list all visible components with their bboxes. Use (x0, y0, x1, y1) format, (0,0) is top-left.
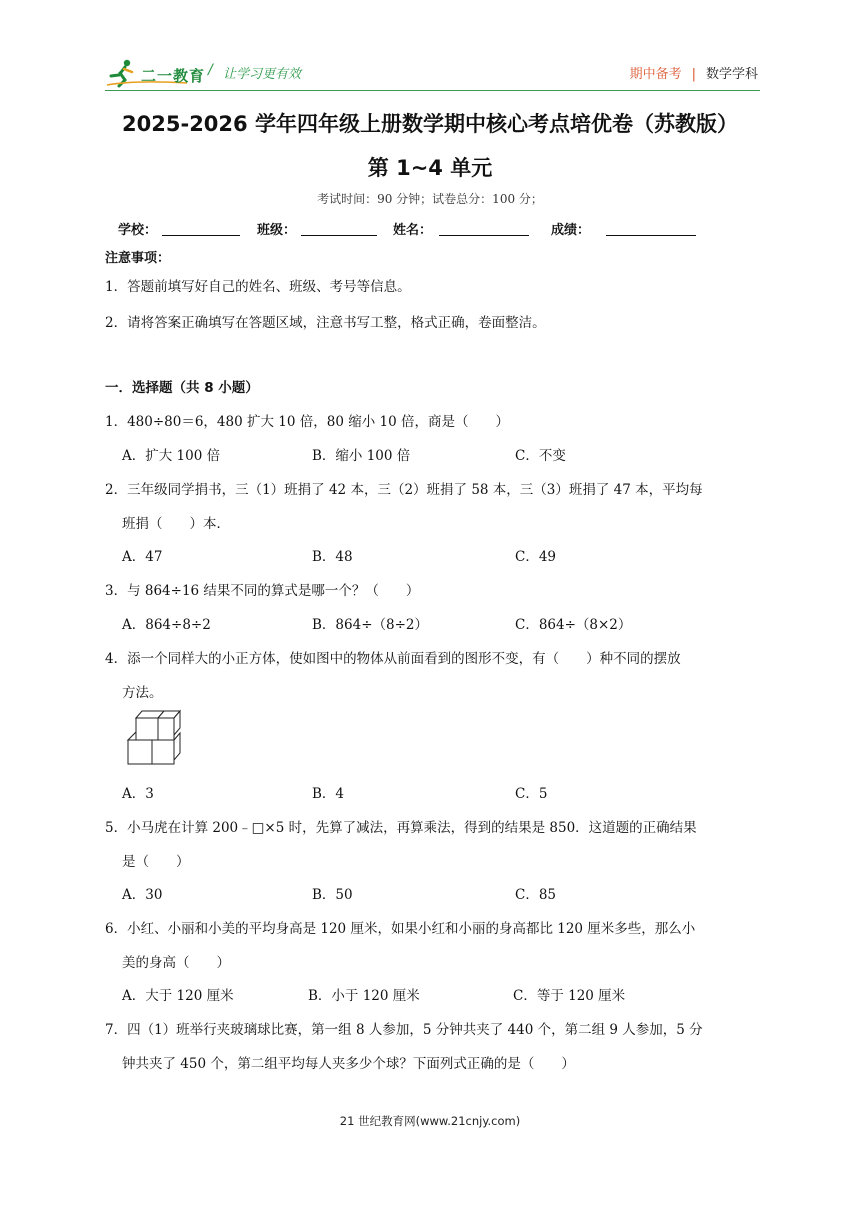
page-footer: 21 世纪教育网(www.21cnjy.com) (339, 1114, 521, 1128)
question-2-option-a[interactable]: A．47 (122, 549, 163, 565)
question-5-text-cont: 是（ ） (122, 854, 190, 870)
notice-heading: 注意事项： (105, 251, 171, 266)
stacked-cubes-figure (126, 708, 182, 770)
section-heading-count: 8 (204, 380, 214, 396)
question-5-option-b[interactable]: B．50 (312, 887, 353, 903)
question-4-option-b[interactable]: B．4 (312, 786, 345, 802)
page-subtitle: 第 1~4 单元 (367, 156, 493, 180)
section-heading-suffix: 小题） (213, 380, 259, 396)
notice-item: 1．答题前填写好自己的姓名、班级、考号等信息。 (105, 279, 411, 295)
header-divider (105, 90, 760, 91)
logo-text: 二一教育 (141, 67, 206, 85)
subject-label: 数学学科 (705, 67, 758, 82)
exam-tag: 期中备考 (629, 67, 682, 82)
question-5-text: 5．小马虎在计算 200﹣□×5 时，先算了减法，再算乘法，得到的结果是 850．这道题的正确结果 (105, 820, 697, 836)
name-label: 姓名： (393, 223, 433, 238)
question-4-option-c[interactable]: C．5 (515, 786, 548, 802)
question-1-text: 1．480÷80＝6，480 扩大 10 倍，80 缩小 10 倍，商是（ ） (105, 414, 509, 430)
name-blank[interactable] (439, 235, 529, 236)
question-1-option-a[interactable]: A．扩大 100 倍 (122, 448, 221, 464)
score-label: 成绩： (551, 223, 591, 238)
question-4-option-a[interactable]: A．3 (122, 786, 154, 802)
section-heading-prefix: 一．选择题（共 (105, 380, 205, 396)
question-6-text-cont: 美的身高（ ） (122, 955, 230, 971)
score-blank[interactable] (606, 235, 696, 236)
question-4-text: 4．添一个同样大的小正方体，使如图中的物体从前面看到的图形不变，有（ ）种不同的摆放 (105, 651, 681, 667)
exam-info: 考试时间：90 分钟；试卷总分：100 分； (317, 192, 543, 206)
section-heading (105, 376, 259, 396)
question-3-option-c[interactable]: C．864÷（8×2） (515, 617, 632, 633)
header-separator: | (691, 67, 696, 82)
school-blank[interactable] (162, 235, 240, 236)
question-7-text-cont: 钟共夹了 450 个，第二组平均每人夹多少个球？下面列式正确的是（ ） (122, 1056, 575, 1072)
question-3-option-b[interactable]: B．864÷（8÷2） (312, 617, 428, 633)
page-title: 2025-2026 学年四年级上册数学期中核心考点培优卷（苏教版） (122, 112, 738, 136)
question-7-text: 7．四（1）班举行夹玻璃球比赛，第一组 8 人参加，5 分钟共夹了 440 个，第二组 9 人参加，5 分 (105, 1022, 703, 1038)
class-blank[interactable] (301, 235, 377, 236)
question-3-option-a[interactable]: A．864÷8÷2 (122, 617, 211, 633)
notice-item: 2．请将答案正确填写在答题区域，注意书写工整，格式正确，卷面整洁。 (105, 315, 546, 331)
question-6-text: 6．小红、小丽和小美的平均身高是 120 厘米，如果小红和小丽的身高都比 120 厘米多些，那么小 (105, 921, 696, 937)
question-3-text: 3．与 864÷16 结果不同的算式是哪一个？（ ） (105, 583, 420, 599)
question-5-option-a[interactable]: A．30 (122, 887, 163, 903)
school-label: 学校： (118, 223, 158, 238)
header-slash: / (208, 62, 213, 78)
question-1-option-c[interactable]: C．不变 (515, 448, 566, 464)
header-right (630, 63, 758, 82)
header-slogan: 让学习更有效 (223, 67, 302, 82)
question-2-option-b[interactable]: B．48 (312, 549, 353, 565)
question-6-option-b[interactable]: B．小于 120 厘米 (308, 988, 420, 1004)
page-header (105, 58, 760, 94)
class-label: 班级： (257, 223, 297, 238)
question-5-option-c[interactable]: C．85 (515, 887, 557, 903)
question-6-option-a[interactable]: A．大于 120 厘米 (122, 988, 234, 1004)
question-1-option-b[interactable]: B．缩小 100 倍 (312, 448, 411, 464)
question-2-text: 2．三年级同学捐书，三（1）班捐了 42 本，三（2）班捐了 58 本，三（3）班捐了 47 本，平均每 (105, 482, 703, 498)
question-6-option-c[interactable]: C．等于 120 厘米 (513, 988, 626, 1004)
question-4-text-cont: 方法。 (122, 685, 163, 701)
question-2-option-c[interactable]: C．49 (515, 549, 557, 565)
question-2-text-cont: 班捐（ ）本． (122, 516, 230, 532)
